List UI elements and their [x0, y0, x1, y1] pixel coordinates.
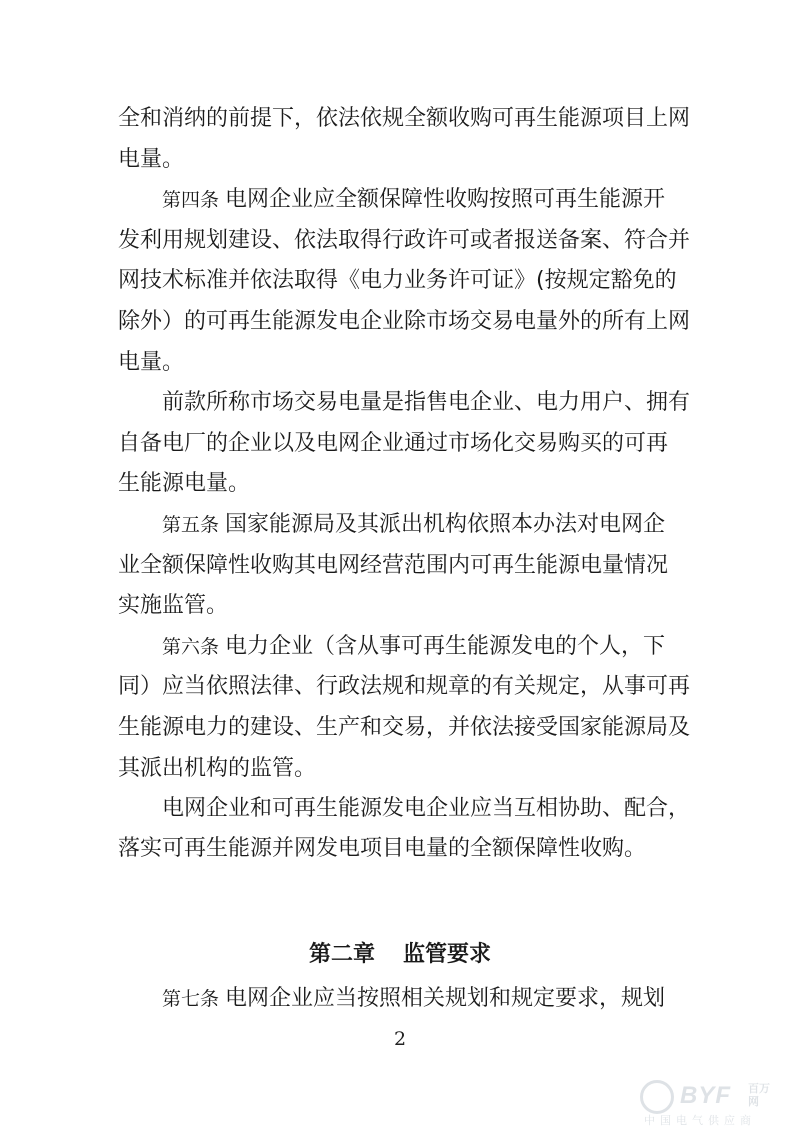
paragraph-line: 电量。: [118, 147, 185, 172]
chapter-heading: [0, 940, 800, 970]
article-7-line: [162, 984, 688, 1014]
paragraph-line: 其派出机构的监管。: [118, 756, 317, 781]
article-7-label: 第七条: [162, 988, 220, 1010]
article-6-line: [162, 632, 688, 662]
watermark-circle-icon: [640, 1080, 674, 1114]
paragraph-line: 全和消纳的前提下，依法依规全额收购可再生能源项目上网: [118, 106, 691, 131]
article-4-text: 电网企业应全额保障性收购按照可再生能源开: [225, 187, 666, 212]
paragraph-line: 生能源电量。: [118, 471, 251, 496]
page-number: 2: [393, 1028, 407, 1050]
paragraph-line: 同）应当依照法律、行政法规和规章的有关规定，从事可再: [118, 674, 691, 699]
paragraph-line: 除外）的可再生能源发电企业除市场交易电量外的所有上网: [118, 309, 691, 334]
paragraph-line: 前款所称市场交易电量是指售电企业、电力用户、拥有: [162, 390, 691, 415]
article-6-text: 电力企业（含从事可再生能源发电的个人，下: [225, 634, 666, 659]
watermark-brand: BYF: [680, 1082, 731, 1109]
paragraph-line: 发利用规划建设、依法取得行政许可或者报送备案、符合并: [118, 228, 691, 253]
article-4-line: [162, 185, 688, 215]
paragraph-line: 电网企业和可再生能源发电企业应当互相协助、配合，: [162, 796, 691, 821]
paragraph-line: 自备电厂的企业以及电网企业通过市场化交易购买的可再: [118, 431, 669, 456]
article-5-line: [162, 510, 688, 540]
article-6-label: 第六条: [162, 636, 220, 658]
paragraph-line: 落实可再生能源并网发电项目电量的全额保障性收购。: [118, 836, 647, 861]
chapter-number: 第二章: [308, 942, 375, 967]
paragraph-line: 网技术标准并依法取得《电力业务许可证》(按规定豁免的: [118, 268, 677, 293]
watermark-tag-line1: 百万: [748, 1082, 770, 1095]
paragraph-line: 业全额保障性收购其电网经营范围内可再生能源电量情况: [118, 553, 669, 578]
paragraph-line: 电量。: [118, 350, 185, 375]
paragraph-line: 生能源电力的建设、生产和交易，并依法接受国家能源局及: [118, 715, 691, 740]
chapter-title: 监管要求: [403, 942, 492, 967]
watermark-tag: [748, 1082, 770, 1108]
paragraph-line: 实施监管。: [118, 593, 229, 618]
article-5-text: 国家能源局及其派出机构依照本办法对电网企: [225, 512, 666, 537]
watermark-subtitle: 中国电气供应商: [644, 1114, 756, 1127]
watermark-tag-line2: 网: [748, 1095, 759, 1108]
article-7-text: 电网企业应当按照相关规划和规定要求，规划: [225, 986, 666, 1011]
article-5-label: 第五条: [162, 514, 220, 536]
watermark-logo: [640, 1080, 790, 1127]
article-4-label: 第四条: [162, 189, 220, 211]
